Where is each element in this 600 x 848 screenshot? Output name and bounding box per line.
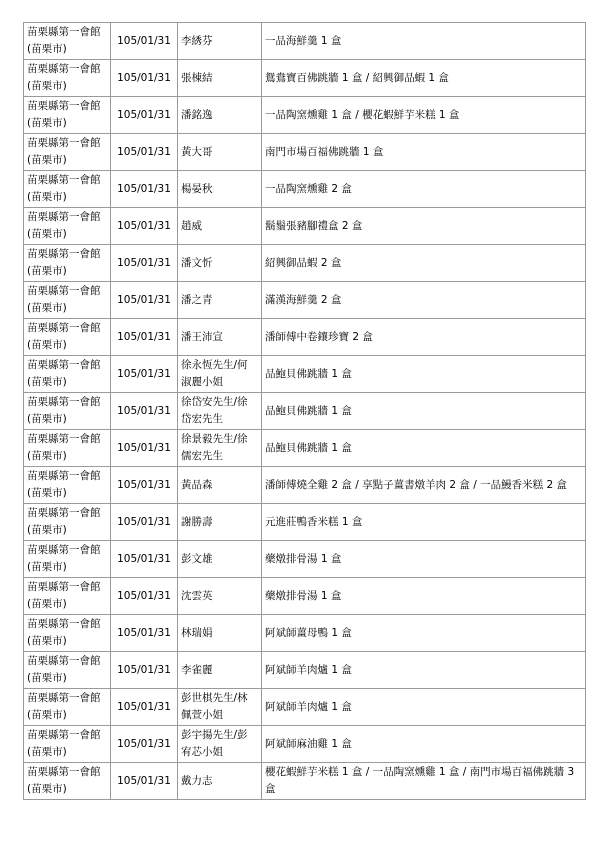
item-cell: 紹興御品蝦 2 盒: [262, 245, 586, 282]
name-cell: 黃品森: [178, 467, 262, 504]
item-cell: 品鮑貝佛跳牆 1 盒: [262, 393, 586, 430]
place-cell: 苗栗縣第一會館(苗栗市): [24, 615, 111, 652]
name-cell: 趙威: [178, 208, 262, 245]
date-cell: 105/01/31: [111, 763, 178, 800]
place-cell: 苗栗縣第一會館(苗栗市): [24, 208, 111, 245]
date-cell: 105/01/31: [111, 134, 178, 171]
name-cell: 徐景毅先生/徐儒宏先生: [178, 430, 262, 467]
table-row: [24, 430, 586, 467]
item-cell: 藥燉排骨湯 1 盒: [262, 541, 586, 578]
date-cell: 105/01/31: [111, 245, 178, 282]
name-cell: 李綉芬: [178, 23, 262, 60]
item-cell: 一品陶窯燻雞 2 盒: [262, 171, 586, 208]
place-cell: 苗栗縣第一會館(苗栗市): [24, 578, 111, 615]
table-row: [24, 356, 586, 393]
place-cell: 苗栗縣第一會館(苗栗市): [24, 60, 111, 97]
name-cell: 沈雲英: [178, 578, 262, 615]
name-cell: 潘王沛宣: [178, 319, 262, 356]
name-cell: 彭世棋先生/林佩萱小姐: [178, 689, 262, 726]
table-row: [24, 23, 586, 60]
place-cell: 苗栗縣第一會館(苗栗市): [24, 319, 111, 356]
date-cell: 105/01/31: [111, 282, 178, 319]
date-cell: 105/01/31: [111, 208, 178, 245]
name-cell: 林瑞娟: [178, 615, 262, 652]
name-cell: 楊晏秋: [178, 171, 262, 208]
item-cell: 藥燉排骨湯 1 盒: [262, 578, 586, 615]
name-cell: 謝勝壽: [178, 504, 262, 541]
date-cell: 105/01/31: [111, 60, 178, 97]
name-cell: 徐永恆先生/何淑麗小姐: [178, 356, 262, 393]
item-cell: 一品陶窯燻雞 1 盒 / 櫻花蝦鮮芋米糕 1 盒: [262, 97, 586, 134]
table-row: [24, 467, 586, 504]
item-cell: 阿斌師麻油雞 1 盒: [262, 726, 586, 763]
item-cell: 阿斌師薑母鴨 1 盒: [262, 615, 586, 652]
place-cell: 苗栗縣第一會館(苗栗市): [24, 726, 111, 763]
date-cell: 105/01/31: [111, 726, 178, 763]
date-cell: 105/01/31: [111, 356, 178, 393]
table-row: [24, 171, 586, 208]
date-cell: 105/01/31: [111, 97, 178, 134]
date-cell: 105/01/31: [111, 504, 178, 541]
item-cell: 品鮑貝佛跳牆 1 盒: [262, 356, 586, 393]
date-cell: 105/01/31: [111, 689, 178, 726]
table-row: [24, 726, 586, 763]
table-row: [24, 245, 586, 282]
item-cell: 元進莊鴨香米糕 1 盒: [262, 504, 586, 541]
place-cell: 苗栗縣第一會館(苗栗市): [24, 541, 111, 578]
item-cell: 潘師傅燒全雞 2 盒 / 享點子薑書燉羊肉 2 盒 / 一品鰻香米糕 2 盒: [262, 467, 586, 504]
table-row: [24, 393, 586, 430]
place-cell: 苗栗縣第一會館(苗栗市): [24, 23, 111, 60]
place-cell: 苗栗縣第一會館(苗栗市): [24, 245, 111, 282]
date-cell: 105/01/31: [111, 652, 178, 689]
place-cell: 苗栗縣第一會館(苗栗市): [24, 689, 111, 726]
date-cell: 105/01/31: [111, 541, 178, 578]
item-cell: 阿斌師羊肉爐 1 盒: [262, 689, 586, 726]
table-row: [24, 689, 586, 726]
item-cell: 櫻花蝦鮮芋米糕 1 盒 / 一品陶窯燻雞 1 盒 / 南門市場百福佛跳牆 3 盒: [262, 763, 586, 800]
table-row: [24, 504, 586, 541]
table-row: [24, 134, 586, 171]
place-cell: 苗栗縣第一會館(苗栗市): [24, 504, 111, 541]
table-row: [24, 282, 586, 319]
name-cell: 張棟結: [178, 60, 262, 97]
name-cell: 潘銘逸: [178, 97, 262, 134]
place-cell: 苗栗縣第一會館(苗栗市): [24, 356, 111, 393]
item-cell: 品鮑貝佛跳牆 1 盒: [262, 430, 586, 467]
place-cell: 苗栗縣第一會館(苗栗市): [24, 171, 111, 208]
date-cell: 105/01/31: [111, 430, 178, 467]
donation-table: [23, 22, 586, 800]
place-cell: 苗栗縣第一會館(苗栗市): [24, 652, 111, 689]
date-cell: 105/01/31: [111, 23, 178, 60]
name-cell: 潘文忻: [178, 245, 262, 282]
place-cell: 苗栗縣第一會館(苗栗市): [24, 97, 111, 134]
place-cell: 苗栗縣第一會館(苗栗市): [24, 467, 111, 504]
table-row: [24, 578, 586, 615]
table-row: [24, 541, 586, 578]
name-cell: 彭文雄: [178, 541, 262, 578]
table-row: [24, 652, 586, 689]
table-row: [24, 97, 586, 134]
place-cell: 苗栗縣第一會館(苗栗市): [24, 393, 111, 430]
table-row: [24, 319, 586, 356]
date-cell: 105/01/31: [111, 319, 178, 356]
item-cell: 阿斌師羊肉爐 1 盒: [262, 652, 586, 689]
item-cell: 潘師傅中卷鑲珍寶 2 盒: [262, 319, 586, 356]
item-cell: 南門市場百福佛跳牆 1 盒: [262, 134, 586, 171]
table-row: [24, 208, 586, 245]
item-cell: 鴛鴦寶百佛跳牆 1 盒 / 紹興御品蝦 1 盒: [262, 60, 586, 97]
date-cell: 105/01/31: [111, 393, 178, 430]
item-cell: 鬍鬚張豬腳禮盒 2 盒: [262, 208, 586, 245]
date-cell: 105/01/31: [111, 615, 178, 652]
item-cell: 滿漢海鮮羹 2 盒: [262, 282, 586, 319]
name-cell: 李雀麗: [178, 652, 262, 689]
name-cell: 徐岱安先生/徐岱宏先生: [178, 393, 262, 430]
table-row: [24, 763, 586, 800]
table-row: [24, 60, 586, 97]
place-cell: 苗栗縣第一會館(苗栗市): [24, 430, 111, 467]
date-cell: 105/01/31: [111, 578, 178, 615]
place-cell: 苗栗縣第一會館(苗栗市): [24, 134, 111, 171]
item-cell: 一品海鮮羹 1 盒: [262, 23, 586, 60]
date-cell: 105/01/31: [111, 467, 178, 504]
place-cell: 苗栗縣第一會館(苗栗市): [24, 763, 111, 800]
name-cell: 黃大哥: [178, 134, 262, 171]
table-body: [24, 23, 586, 800]
table-row: [24, 615, 586, 652]
date-cell: 105/01/31: [111, 171, 178, 208]
name-cell: 彭宇揚先生/彭宥芯小姐: [178, 726, 262, 763]
place-cell: 苗栗縣第一會館(苗栗市): [24, 282, 111, 319]
name-cell: 戴力志: [178, 763, 262, 800]
name-cell: 潘之青: [178, 282, 262, 319]
